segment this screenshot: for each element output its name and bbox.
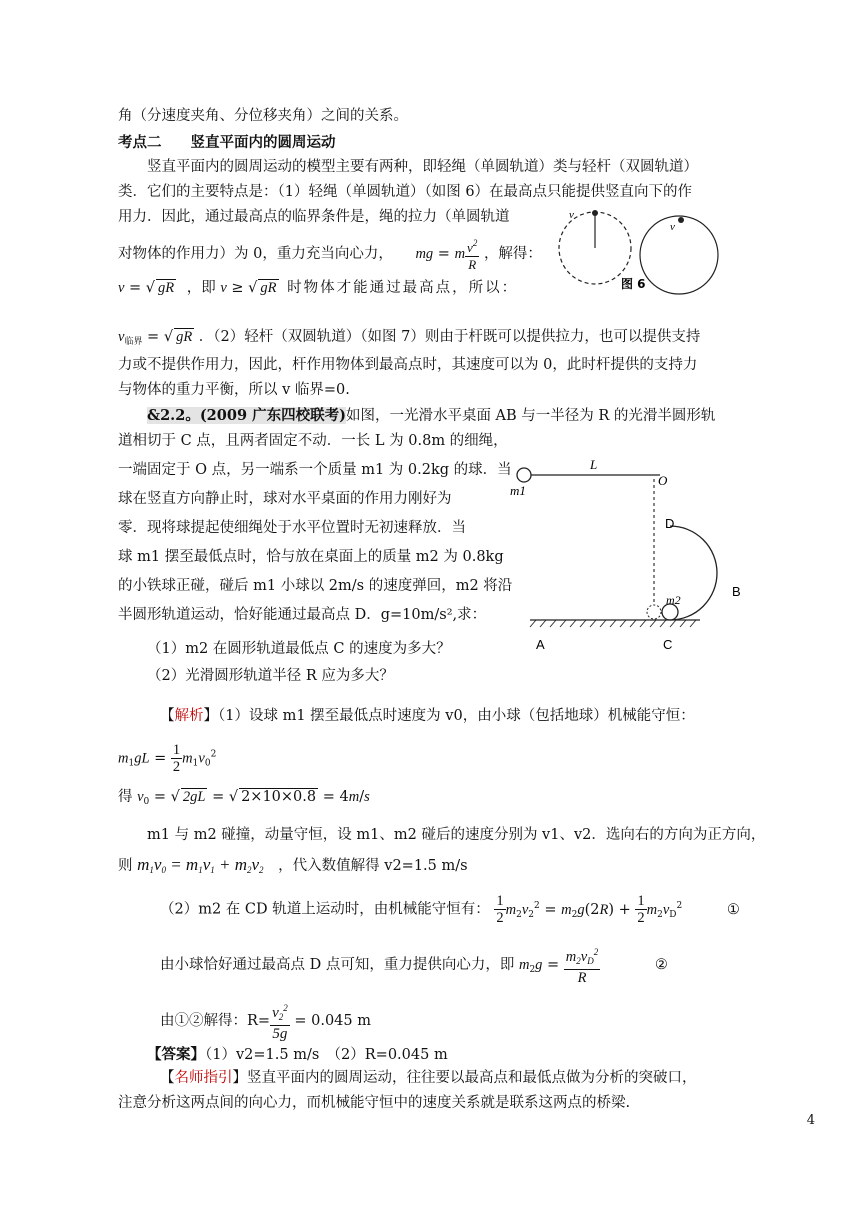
answer-text: （1）v2=1.5 m/s （2）R=0.045 m [205, 1047, 448, 1063]
problem-figure [500, 455, 760, 655]
paragraph-line: 用力．因此，通过最高点的临界条件是，绳的拉力（单圆轨道 [118, 209, 510, 225]
tip-line: 【名师指引】竖直平面内的圆周运动，往往要以最高点和最低点做为分析的突破口， [160, 1070, 697, 1086]
paragraph-line: 竖直平面内的圆周运动的模型主要有两种，即轻绳（单圆轨道）类与轻杆（双圆轨道） [147, 159, 698, 175]
paragraph-line [118, 235, 542, 273]
solution-line: 由①②解得：R= $\frac{v_2^2}{5g}$ = 0.045 m [160, 1000, 371, 1042]
formula-vcrit: v [118, 329, 125, 345]
intro-line: 角（分速度夹角、分位移夹角）之间的关系。 [118, 108, 408, 124]
page-number: 4 [806, 1113, 815, 1128]
text: 时物体才能通过最高点，所以： [287, 280, 519, 296]
paragraph-line: v = √ gR ，即 v ≥ √ gR 时物体才能通过最高点，所以： [118, 280, 519, 296]
text: （1）设球 m1 摆至最低点时速度为 v0，由小球（包括地球）机械能守恒： [218, 708, 695, 724]
solution-tag: 解析 [174, 708, 204, 724]
equation-2: 得 $v_0$ = √ 2gL = √ 2×10×0.8 = 4m/s [118, 789, 370, 807]
v-label: v [569, 209, 574, 221]
problem-line: 零．现将球提起使细绳处于水平位置时无初速释放．当 [118, 520, 466, 536]
text: 如图，一光滑水平桌面 AB 与一半径为 R 的光滑半圆形轨 [345, 408, 716, 424]
circled-2: ② [654, 957, 668, 973]
B-label: B [732, 584, 741, 599]
equation-1: $m_1gL$ = $\frac{1}{2}$ $m_1v_0^2$ [118, 742, 217, 775]
L-label: L [590, 457, 598, 472]
text: 由①②解得：R= [160, 1013, 271, 1029]
ball-m1 [517, 468, 531, 482]
formula-ineq: v [220, 280, 227, 296]
solution-line [118, 855, 468, 880]
D-label: D [665, 516, 675, 531]
text: 则 [118, 858, 133, 874]
answer-line [147, 1045, 448, 1065]
m1-label: m1 [510, 483, 526, 498]
problem-line: 道相切于 C 点，且两者固定不动．一长 L 为 0.8m 的细绳， [118, 433, 508, 449]
question-1: （1）m2 在圆形轨道最低点 C 的速度为多大？ [147, 641, 451, 657]
problem-line: 球 m1 摆至最低点时，恰与放在桌面上的质量 m2 为 0.8kg [118, 549, 504, 565]
figure-6 [555, 200, 725, 300]
tip-line: 注意分析这两点间的向心力，而机械能守恒中的速度关系就是联系这两点的桥梁. [118, 1095, 631, 1111]
text: = 0.045 m [294, 1013, 371, 1029]
problem-line: 的小铁球正碰，碰后 m1 小球以 2m/s 的速度弹回，m2 将沿 [118, 578, 513, 594]
problem-line: 半圆形轨道运动，恰好能通过最高点 D．g=10m/s²,求： [118, 607, 487, 623]
text: ，即 [186, 280, 216, 296]
equation-3: $m_1v_0 = m_1v_1 + m_2v_2$ [137, 855, 264, 875]
v-label: v [670, 221, 675, 233]
text: 由小球恰好通过最高点 D 点可知，重力提供向心力，即 [160, 957, 515, 973]
equation-5: $m_2g$ = $\frac{m_2v_D^2}{R}$ [519, 957, 600, 973]
answer-label: 【答案】 [147, 1046, 205, 1063]
tip-tag: 名师指引 [174, 1070, 233, 1086]
solution-line [160, 893, 740, 926]
hatch [530, 620, 696, 627]
m2-label: m2 [666, 593, 681, 607]
C-label: C [663, 637, 673, 652]
ball [678, 217, 684, 223]
text: 对物体的作用力）为 0，重力充当向心力， [118, 246, 393, 262]
problem-line [147, 406, 715, 426]
text: 得 [118, 789, 133, 805]
text: ．（2）轻杆（双圆轨道）（如图 7）则由于杆既可以提供拉力，也可以提供支持 [198, 329, 701, 345]
problem-line: 球在竖直方向静止时，球对水平桌面的作用力刚好为 [118, 491, 452, 507]
ball [592, 210, 598, 216]
solution-line [160, 944, 668, 986]
solution-line: m1 与 m2 碰撞，动量守恒，设 m1、m2 碰后的速度分别为 v1、v2．选向右的方向为正方向， [147, 827, 766, 843]
text: ，解得： [483, 246, 542, 262]
solid-circle [640, 216, 718, 294]
formula-mg: mg = m $\frac{v^2}{R}$ [415, 246, 479, 262]
problem-line: 一端固定于 O 点，另一端系一个质量 m1 为 0.2kg 的球．当 [118, 462, 512, 478]
text: 竖直平面内的圆周运动，往往要以最高点和最低点做为分析的突破口， [247, 1070, 697, 1086]
problem-tag: &2.2。(2009 广东四校联考) [147, 407, 346, 424]
dashed-ball [647, 605, 661, 619]
paragraph-line: 类．它们的主要特点是：（1）轻绳（单圆轨道）（如图 6）在最高点只能提供竖直向下的作 [118, 184, 693, 200]
A-label: A [536, 637, 545, 652]
circled-1: ① [726, 901, 740, 918]
figure-caption: 图 6 [621, 277, 646, 291]
text: （2）m2 在 CD 轨道上运动时，由机械能守恒有： [160, 901, 490, 918]
equation-4: $\frac{1}{2}$ $m_2v_2^2 = m_2g(2R)$ + $\frac{1}{2}$ $m_2v_D^2$ [496, 893, 683, 926]
paragraph-line: 力或不提供作用力，因此，杆作用物体到最高点时，其速度可以为 0，此时杆提供的支持力 [118, 357, 698, 373]
section-title: 考点二 竖直平面内的圆周运动 [118, 134, 336, 151]
paragraph-line: $v_{临界}$ = √ gR ．（2）轻杆（双圆轨道）（如图 7）则由于杆既可以提供拉力，也可以提供支持 [118, 329, 701, 347]
paragraph-line: 与物体的重力平衡，所以 v 临界=0. [118, 382, 350, 398]
solution-line: 【解析】（1）设球 m1 摆至最低点时速度为 v0，由小球（包括地球）机械能守恒： [160, 708, 695, 724]
question-2: （2）光滑圆形轨道半径 R 应为多大？ [147, 668, 394, 684]
formula-v: v [118, 280, 125, 296]
text: ，代入数值解得 v2=1.5 m/s [278, 858, 468, 874]
O-label: O [658, 473, 668, 488]
